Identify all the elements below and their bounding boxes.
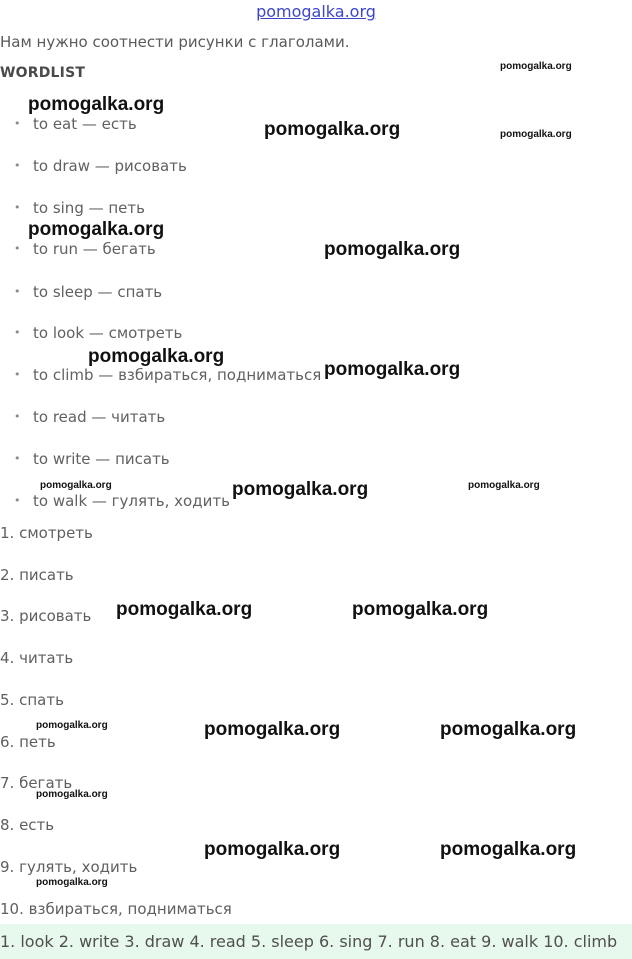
watermark: pomogalka.org (324, 239, 461, 260)
watermark: pomogalka.org (264, 119, 401, 140)
watermark: pomogalka.org (88, 346, 225, 367)
wordlist-item (14, 283, 162, 301)
wordlist-item-text: to draw — рисовать (33, 157, 187, 175)
numbered-item: 4. читать (0, 649, 74, 667)
wordlist-item (14, 492, 230, 510)
bullet-icon: • (14, 326, 21, 339)
bullet-icon: • (14, 285, 21, 298)
numbered-item: 6. петь (0, 733, 56, 751)
bullet-icon: • (14, 410, 21, 423)
numbered-item: 2. писать (0, 566, 74, 584)
wordlist-item-text: to read — читать (33, 408, 166, 426)
answer-text: 1. look 2. write 3. draw 4. read 5. sleep 6. sing 7. run 8. eat 9. walk 10. climb (0, 932, 618, 951)
bullet-icon: • (14, 117, 21, 130)
site-link[interactable]: pomogalka.org (256, 2, 376, 21)
intro-text: Нам нужно соотнести рисунки с глаголами. (0, 33, 350, 51)
bullet-icon: • (14, 494, 21, 507)
watermark: pomogalka.org (204, 839, 341, 860)
wordlist-item (14, 157, 187, 175)
watermark: pomogalka.org (500, 61, 572, 72)
bullet-icon: • (14, 201, 21, 214)
wordlist-item (14, 240, 156, 258)
watermark: pomogalka.org (232, 479, 369, 500)
bullet-icon: • (14, 452, 21, 465)
bullet-icon: • (14, 242, 21, 255)
bullet-icon: • (14, 368, 21, 381)
wordlist-item-text: to climb — взбираться, подниматься (33, 366, 322, 384)
numbered-item: 3. рисовать (0, 607, 92, 625)
watermark: pomogalka.org (440, 839, 577, 860)
watermark: pomogalka.org (440, 719, 577, 740)
watermark: pomogalka.org (116, 599, 253, 620)
wordlist-item (14, 408, 165, 426)
watermark: pomogalka.org (500, 129, 572, 140)
wordlist-item (14, 199, 145, 217)
bullet-icon: • (14, 159, 21, 172)
watermark: pomogalka.org (28, 219, 165, 240)
wordlist-item (14, 450, 170, 468)
watermark: pomogalka.org (40, 480, 112, 491)
wordlist-item-text: to write — писать (33, 450, 170, 468)
watermark: pomogalka.org (352, 599, 489, 620)
wordlist-item (14, 366, 321, 384)
wordlist-item-text: to walk — гулять, ходить (33, 492, 230, 510)
watermark: pomogalka.org (28, 94, 165, 115)
numbered-item: 9. гулять, ходить (0, 858, 138, 876)
numbered-item: 5. спать (0, 691, 64, 709)
wordlist-item-text: to sing — петь (33, 199, 145, 217)
wordlist-item (14, 324, 182, 342)
wordlist-item-text: to run — бегать (33, 240, 156, 258)
wordlist-item-text: to look — смотреть (33, 324, 183, 342)
wordlist-heading: WORDLIST (0, 65, 86, 81)
watermark: pomogalka.org (36, 877, 108, 888)
wordlist-item-text: to eat — есть (33, 115, 137, 133)
numbered-item: 10. взбираться, подниматься (0, 900, 232, 918)
watermark: pomogalka.org (204, 719, 341, 740)
watermark: pomogalka.org (324, 359, 461, 380)
wordlist-item (14, 115, 137, 133)
watermark: pomogalka.org (468, 480, 540, 491)
watermark: pomogalka.org (36, 720, 108, 731)
wordlist-item-text: to sleep — спать (33, 283, 163, 301)
numbered-item: 7. бегать (0, 774, 73, 792)
numbered-item: 8. есть (0, 816, 55, 834)
numbered-item: 1. смотреть (0, 524, 93, 542)
watermark: pomogalka.org (36, 789, 108, 800)
